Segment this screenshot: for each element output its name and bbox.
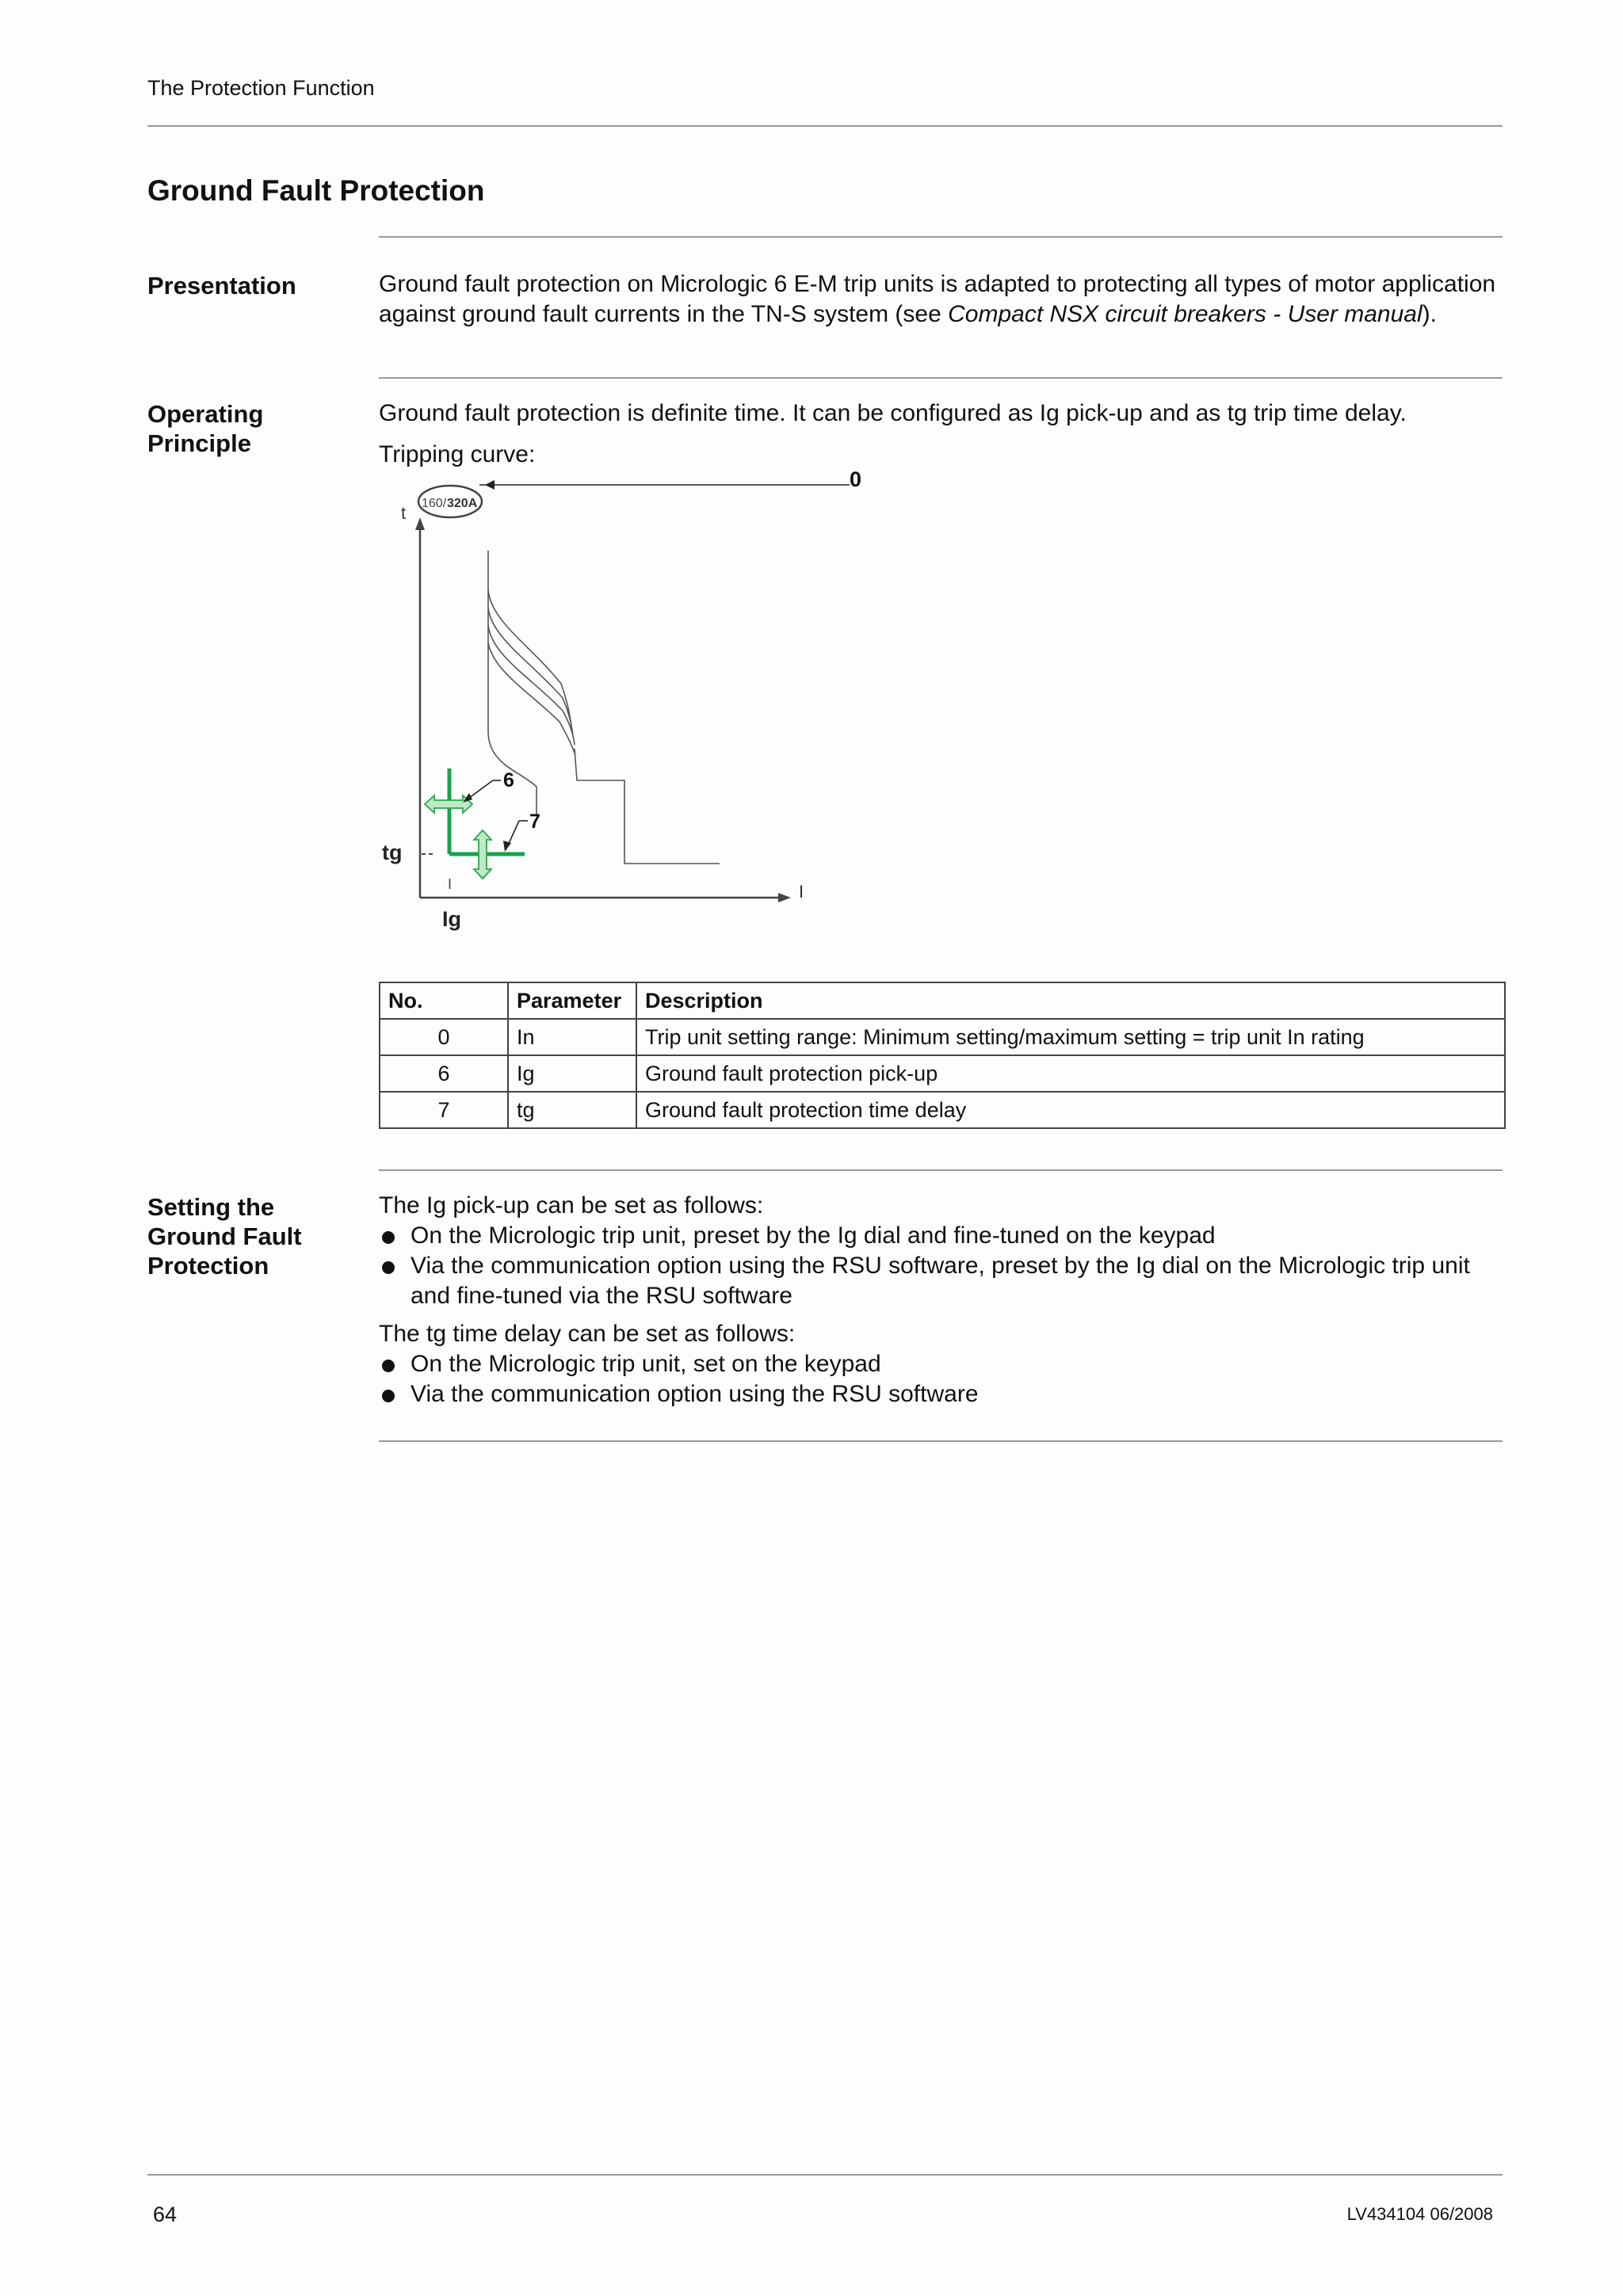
parameters-table	[379, 982, 1506, 1129]
column-header-parameter: Parameter	[508, 982, 636, 1019]
curve	[488, 608, 573, 737]
section-rule	[379, 1169, 1503, 1171]
list-item: On the Micrologic trip unit, set on the keypad	[379, 1349, 1504, 1379]
column-header-no: No.	[380, 982, 508, 1019]
x-axis-arrow	[778, 893, 791, 902]
tg-setting-intro: The tg time delay can be set as follows:	[379, 1321, 796, 1347]
table-row	[380, 1092, 1505, 1128]
cell-no: 7	[380, 1092, 508, 1128]
cell-description: Ground fault protection time delay	[636, 1092, 1505, 1128]
marker-6: 6	[503, 769, 514, 791]
cell-parameter: In	[508, 1019, 636, 1055]
ig-setting-list	[379, 1221, 1504, 1311]
marker-0: 0	[850, 467, 862, 491]
cell-description: Ground fault protection pick-up	[636, 1055, 1505, 1092]
cell-parameter: Ig	[508, 1055, 636, 1092]
dial-min: 160/	[422, 497, 447, 510]
header-rule	[147, 125, 1503, 127]
table-row	[380, 1055, 1505, 1092]
dial-max: 320A	[447, 497, 478, 510]
ig-tick: I	[448, 876, 453, 892]
list-item: Via the communication option using the RSU software, preset by the Ig dial on the Micrologic trip unit and fine-tuned via the RSU software	[379, 1251, 1504, 1311]
page-number: 64	[153, 2203, 178, 2226]
section-rule	[379, 1440, 1503, 1442]
cell-description: Trip unit setting range: Minimum setting/maximum setting = trip unit In rating	[636, 1019, 1505, 1055]
curve	[488, 590, 572, 733]
cell-parameter: tg	[508, 1092, 636, 1128]
y-axis-label: t	[401, 503, 407, 523]
long-time-curves	[488, 551, 720, 864]
presentation-text: Ground fault protection on Micrologic 6 E-M trip units is adapted to protecting all types of motor application against ground fault currents in the TN-S system (see Compact NSX circuit breakers - User manual).	[379, 271, 1496, 327]
arrowhead	[485, 480, 495, 490]
list-item: Via the communication option using the RSU software	[379, 1379, 1504, 1409]
setting-label: Setting the Ground Fault Protection	[147, 1193, 302, 1280]
footer-rule	[147, 2174, 1503, 2176]
ig-axis-label: Ig	[442, 907, 461, 931]
y-axis-arrow	[415, 517, 425, 530]
tg-setting-list	[379, 1349, 1504, 1409]
curve-caption: Tripping curve:	[379, 441, 536, 467]
curve	[488, 643, 575, 755]
presentation-label: Presentation	[147, 272, 296, 299]
section-rule	[379, 377, 1503, 379]
x-axis-label: I	[799, 882, 804, 902]
marker-7: 7	[529, 810, 540, 833]
operating-principle-label: Operating Principle	[147, 400, 264, 457]
cell-no: 6	[380, 1055, 508, 1092]
short-time-step	[575, 749, 720, 864]
document-reference: LV434104 06/2008	[1346, 2204, 1493, 2224]
list-item: On the Micrologic trip unit, preset by the Ig dial and fine-tuned on the keypad	[379, 1221, 1504, 1251]
column-header-description: Description	[636, 982, 1505, 1019]
operating-principle-text: Ground fault protection is definite time. It can be configured as Ig pick-up and as tg trip time delay. Tripping curve:	[379, 399, 1504, 470]
cell-no: 0	[380, 1019, 508, 1055]
ig-setting-intro: The Ig pick-up can be set as follows:	[379, 1192, 764, 1219]
section-rule	[379, 236, 1503, 238]
tg-axis-label: tg	[382, 841, 403, 864]
page-title: Ground Fault Protection	[147, 174, 485, 207]
tripping-curve-diagram	[372, 463, 864, 939]
table-row	[380, 1019, 1505, 1055]
manual-reference: Compact NSX circuit breakers - User manual	[948, 301, 1423, 327]
running-header: The Protection Function	[147, 76, 375, 100]
table-header-row	[380, 982, 1505, 1019]
setting-text	[379, 1191, 1504, 1409]
